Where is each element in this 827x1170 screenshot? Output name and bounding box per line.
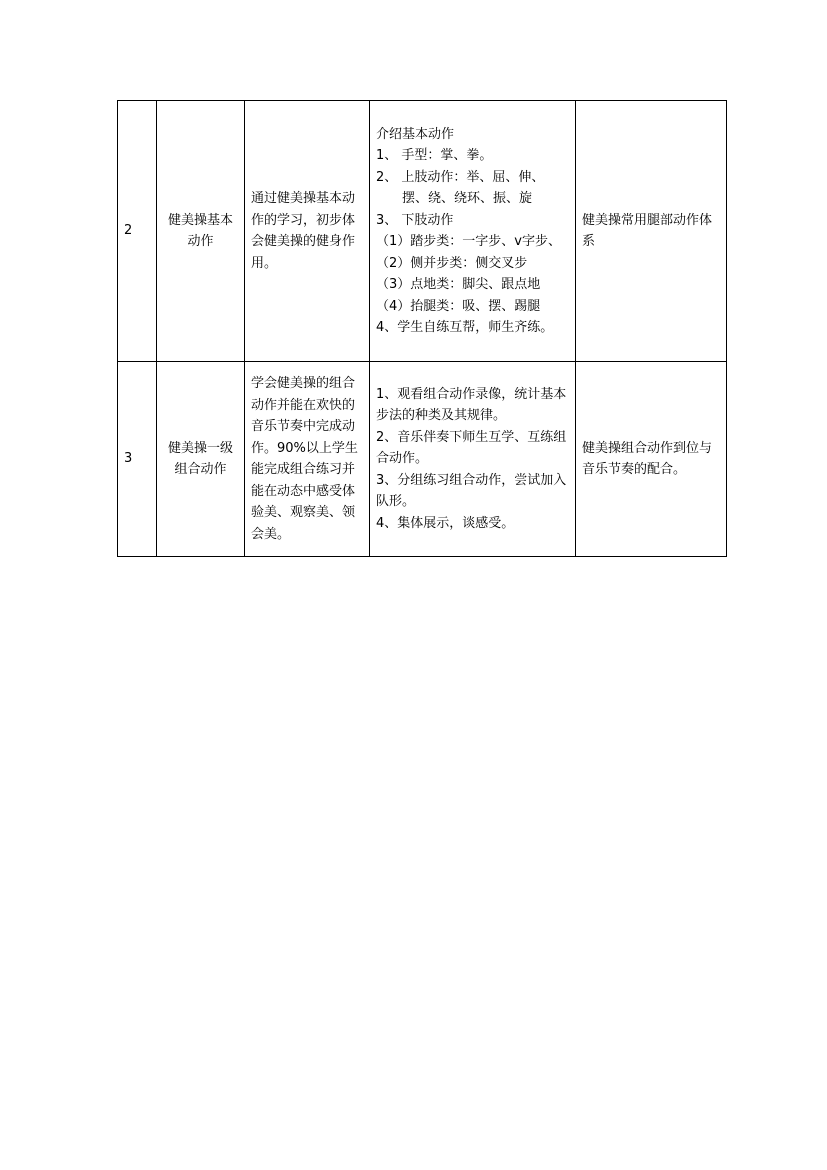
table-row bbox=[118, 101, 727, 362]
content-line: 1、观看组合动作录像，统计基本步法的种类及其规律。 bbox=[376, 386, 567, 424]
content-line: 1、 手型：掌、拳。 bbox=[376, 148, 493, 163]
lesson-plan-table bbox=[117, 100, 727, 557]
content-line: （2）侧并步类：侧交叉步 bbox=[376, 255, 528, 271]
row-number: 3 bbox=[118, 362, 157, 557]
lesson-name: 健美操基本动作 bbox=[157, 101, 245, 362]
content-line: 介绍基本动作 bbox=[376, 126, 455, 142]
content-line: （4）抬腿类：吸、摆、踢腿 bbox=[376, 298, 541, 314]
content-line: 2、 上肢动作：举、屈、伸、 bbox=[376, 169, 545, 185]
lesson-goal: 学会健美操的组合动作并能在欢快的音乐节奏中完成动作。90%以上学生能完成组合练习并能在动态中感受体验美、观察美、领会美。 bbox=[245, 362, 370, 557]
lesson-name: 健美操一级组合动作 bbox=[157, 362, 245, 557]
table-row bbox=[118, 362, 727, 557]
content-line: （3）点地类：脚尖、跟点地 bbox=[376, 277, 541, 292]
row-number: 2 bbox=[118, 101, 157, 362]
lesson-goal: 通过健美操基本动作的学习，初步体会健美操的健身作用。 bbox=[245, 101, 370, 362]
content-line: 3、分组练习组合动作，尝试加入队形。 bbox=[376, 472, 567, 510]
content-line: 2、音乐伴奏下师生互学、互练组合动作。 bbox=[376, 429, 567, 467]
content-line: 摆、绕、绕环、振、旋 bbox=[402, 191, 533, 206]
lesson-content bbox=[370, 362, 576, 557]
content-line: （1）踏步类：一字步、v字步、 bbox=[376, 234, 561, 249]
lesson-content bbox=[370, 101, 576, 362]
content-line: 4、学生自练互帮，师生齐练。 bbox=[376, 320, 554, 335]
content-line: 4、集体展示，谈感受。 bbox=[376, 515, 515, 531]
lesson-focus: 健美操常用腿部动作体系 bbox=[576, 101, 727, 362]
content-line: 3、 下肢动作 bbox=[376, 212, 454, 228]
lesson-focus: 健美操组合动作到位与音乐节奏的配合。 bbox=[576, 362, 727, 557]
